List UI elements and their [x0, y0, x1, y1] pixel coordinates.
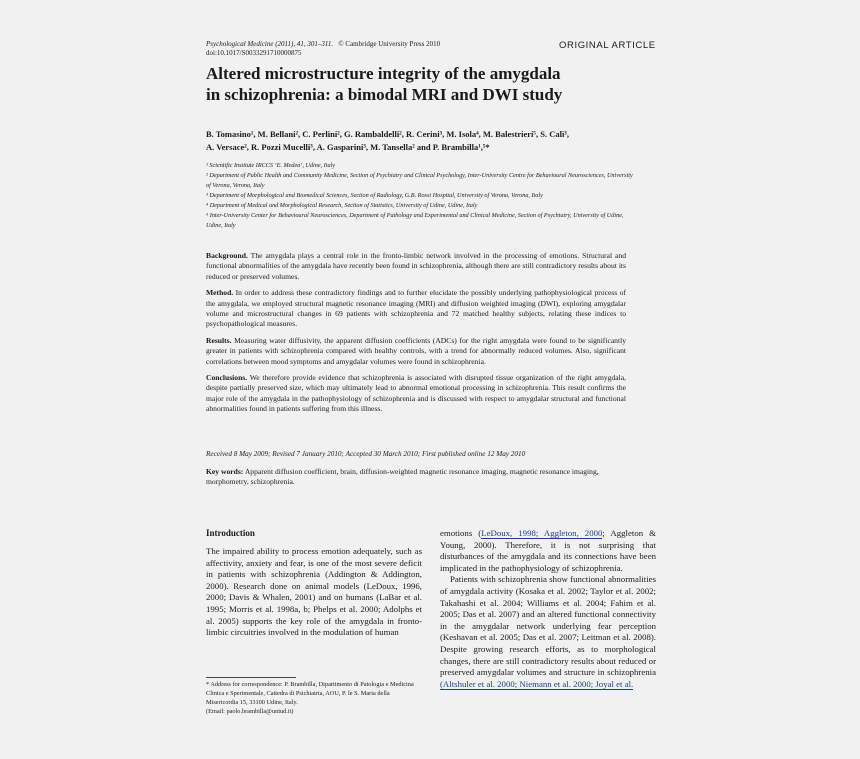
abstract-method: Method. In order to address these contradictory findings and to further elucidate the possibly underlying pathophysiological process of the amygdala, we employed structural magnetic resonance imaging (MRI) and diffusion weighted imaging (DWI), exploring amygdalar volume and microstructural changes in 69 patients with schizophrenia and 72 matched healthy subjects, relating these indices to psychopathological measures.	[206, 288, 626, 329]
title-line: in schizophrenia: a bimodal MRI and DWI study	[206, 85, 563, 104]
paragraph: The impaired ability to process emotion adequately, such as affectivity, anxiety and fear, is one of the most severe deficit in patients with schizophrenia (Addington & Addington, 2000). Research done on animal models (LeDoux, 1996, 2000; Davis & Whalen, 2001) and on humans (LaBar et al. 1995; Morris et al. 1998a, b; Phelps et al. 2000; Adolphs et al. 2005) supports the key role of the amygdala in fronto-limbic circuitries involved in the modulation of human	[206, 546, 422, 638]
journal-name: Psychological Medicine (2011), 41, 301–311.	[206, 40, 334, 48]
authors-line: B. Tomasino¹, M. Bellani², C. Perlini², G. Rambaldelli², R. Cerini³, M. Isola⁴, M. Balestrieri⁵, S. Calì³,	[206, 129, 569, 139]
article-title	[206, 63, 646, 105]
affiliation: ¹ Scientific Institute IRCCS ‘E. Medea’, Udine, Italy	[206, 162, 336, 169]
citation-link[interactable]: LeDoux, 1998; Aggleton, 2000	[481, 528, 603, 538]
affiliation: ³ Department of Morphological and Biomedical Sciences, Section of Radiology, G.B. Rossi Hospital, University of Verona, Verona, Italy	[206, 192, 543, 199]
affiliation: ² Department of Public Health and Community Medicine, Section of Psychiatry and Clinical Psychology, Inter-University Centre for Behavioural Neurosciences, University of Verona, Verona, Italy	[206, 172, 633, 189]
body-column-left	[206, 546, 422, 639]
authors-line: A. Versace², R. Pozzi Mucelli³, A. Gasparini³, M. Tansella² and P. Brambilla¹,⁵*	[206, 142, 490, 152]
body-column-right	[440, 528, 656, 690]
affiliations	[206, 161, 636, 231]
abstract-conclusions: Conclusions. We therefore provide evidence that schizophrenia is associated with disrupted tissue organization of the right amygdala, despite partially preserved size, which may ultimately lead to abnormal emotional processing in schizophrenia. This result confirms the major role of the amygdala in the pathophysiology of schizophrenia and is discussed with respect to amygdalar structural and functional abnormalities found in patients suffering from this illness.	[206, 373, 626, 414]
keywords: Key words: Apparent diffusion coefficient, brain, diffusion-weighted magnetic resonance imaging, magnetic resonance imaging, morphometry, schizophrenia.	[206, 467, 599, 487]
title-line: Altered microstructure integrity of the amygdala	[206, 64, 561, 83]
paragraph: emotions (LeDoux, 1998; Aggleton, 2000; Aggleton & Young, 2000). Therefore, it is not surprising that disturbances of the amygdala and its connections have been implicated in the pathophysiology of schizophrenia.	[440, 528, 656, 573]
doi: doi:10.1017/S0033291710000875	[206, 49, 302, 57]
affiliation: ⁵ Inter-University Center for Behavioural Neurosciences, Department of Pathology and Experimental and Clinical Medicine, Section of Psychiatry, University of Udine, Udine, Italy	[206, 212, 624, 229]
abstract-background: Background. The amygdala plays a central role in the fronto-limbic network involved in the processing of emotions. Structural and functional abnormalities of the amygdala have recently been found in schizophrenia, although there are still contradictory results about its reduced or preserved volumes.	[206, 251, 626, 281]
publication-dates: Received 8 May 2009; Revised 7 January 2010; Accepted 30 March 2010; First published online 12 May 2010	[206, 450, 526, 458]
citation-link[interactable]: (Altshuler et al. 2000; Niemann et al. 2000; Joyal et al.	[440, 678, 634, 689]
section-heading: Introduction	[206, 528, 255, 538]
correspondence-footnote: * Address for correspondence: P. Brambilla, Dipartimento di Patologia e Medicina Clinica e Sperimentale, Cattedra di Psichiatria, AOU, P. le S. Maria della Misericordia 15, 33100 Udine, Italy. (Email: paolo.brambilla@uniud.it)	[206, 680, 422, 716]
article-type-label: ORIGINAL ARTICLE	[559, 40, 656, 51]
abstract-results: Results. Measuring water diffusivity, the apparent diffusion coefficients (ADCs) for the right amygdala were found to be significantly greater in patients with schizophrenia compared with healthy controls, with a trend for abnormally reduced volumes. Also, significant correlations between mood symptoms and amygdalar volumes were found in schizophrenia.	[206, 335, 626, 366]
journal-citation	[206, 40, 506, 58]
email: (Email: paolo.brambilla@uniud.it)	[206, 708, 294, 715]
author-list	[206, 128, 636, 154]
affiliation: ⁴ Department of Medical and Morphological Research, Section of Statistics, University of Udine, Udine, Italy	[206, 202, 478, 209]
paragraph: Patients with schizophrenia show functional abnormalities of amygdala activity (Kosaka et al. 2002; Taylor et al. 2002; Takahashi et al. 2004; Williams et al. 2004; Fahim et al. 2005; Das et al. 2007) and an altered functional connectivity in the amygdalar network underlying fear perception (Keshavan et al. 2005; Das et al. 2007; Leitman et al. 2008). Despite growing research efforts, as to morphological changes, there are still contradictory results about reduced or preserved amygdalar volumes and structure in schizophrenia (Altshuler et al. 2000; Niemann et al. 2000; Joyal et al.	[440, 574, 656, 689]
footnote-divider	[206, 677, 296, 678]
copyright: © Cambridge University Press 2010	[338, 40, 441, 48]
abstract	[206, 251, 626, 421]
